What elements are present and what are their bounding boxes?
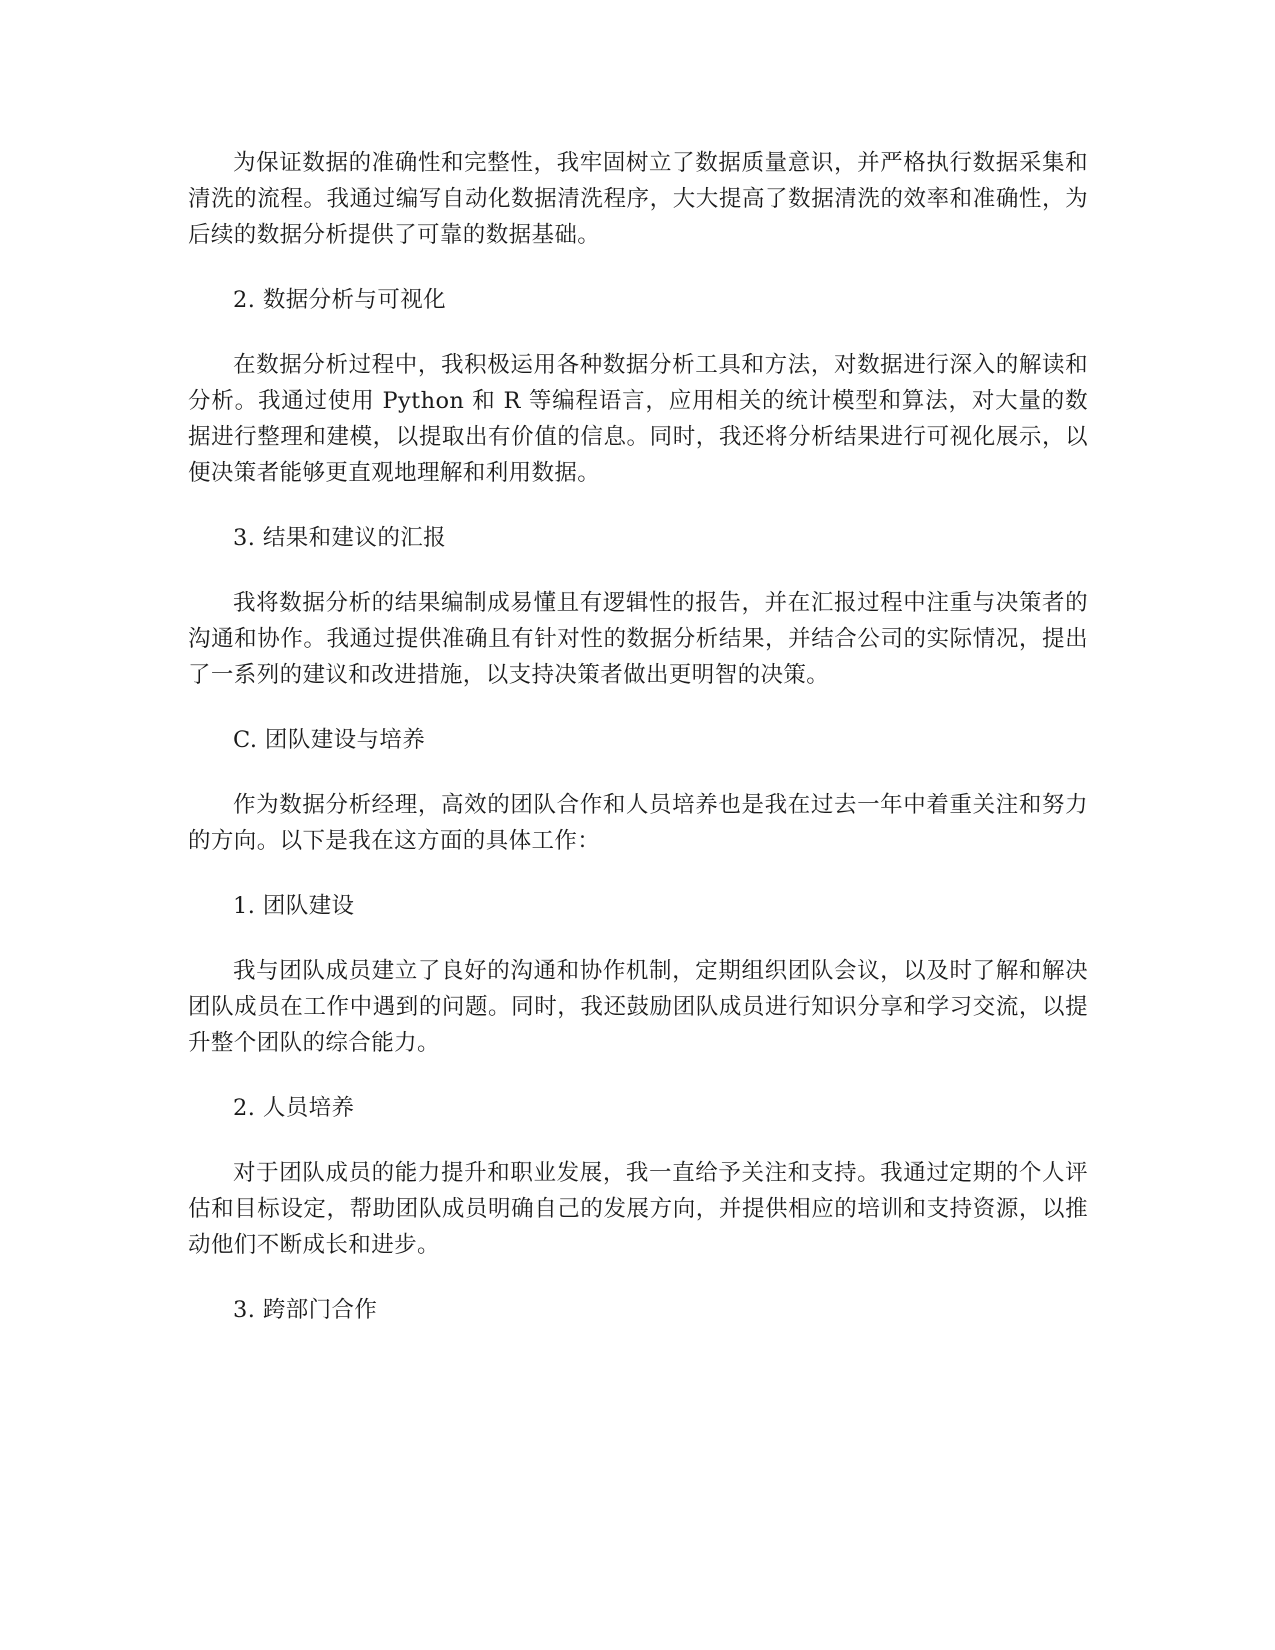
heading-team-building: C. 团队建设与培养 <box>233 727 426 753</box>
document-body <box>188 145 1088 1357</box>
paragraph-data-quality: 为保证数据的准确性和完整性，我牢固树立了数据质量意识，并严格执行数据采集和清洗的流程。我通过编写自动化数据清洗程序，大大提高了数据清洗的效率和准确性，为后续的数据分析提供了可靠的数据基础。 <box>188 150 1088 248</box>
heading-cross-department: 3. 跨部门合作 <box>233 1297 378 1323</box>
heading-staff-training: 2. 人员培养 <box>233 1095 355 1121</box>
paragraph-staff-training: 对于团队成员的能力提升和职业发展，我一直给予关注和支持。我通过定期的个人评估和目标设定，帮助团队成员明确自己的发展方向，并提供相应的培训和支持资源，以推动他们不断成长和进步。 <box>188 1160 1088 1258</box>
paragraph-data-analysis: 在数据分析过程中，我积极运用各种数据分析工具和方法，对数据进行深入的解读和分析。我通过使用 Python 和 R 等编程语言，应用相关的统计模型和算法，对大量的数据进行整理和建模，以提取出有价值的信息。同时，我还将分析结果进行可视化展示，以便决策者能够更直观地理解和利用数据。 <box>188 352 1088 486</box>
heading-results-report: 3. 结果和建议的汇报 <box>233 525 447 551</box>
heading-data-analysis-visualization: 2. 数据分析与可视化 <box>233 287 447 313</box>
paragraph-results-report: 我将数据分析的结果编制成易懂且有逻辑性的报告，并在汇报过程中注重与决策者的沟通和协作。我通过提供准确且有针对性的数据分析结果，并结合公司的实际情况，提出了一系列的建议和改进措施，以支持决策者做出更明智的决策。 <box>188 590 1088 688</box>
heading-team-construction: 1. 团队建设 <box>233 893 355 919</box>
paragraph-team-construction: 我与团队成员建立了良好的沟通和协作机制，定期组织团队会议，以及时了解和解决团队成员在工作中遇到的问题。同时，我还鼓励团队成员进行知识分享和学习交流，以提升整个团队的综合能力。 <box>188 958 1088 1056</box>
paragraph-team-intro: 作为数据分析经理，高效的团队合作和人员培养也是我在过去一年中着重关注和努力的方向。以下是我在这方面的具体工作： <box>188 792 1088 854</box>
